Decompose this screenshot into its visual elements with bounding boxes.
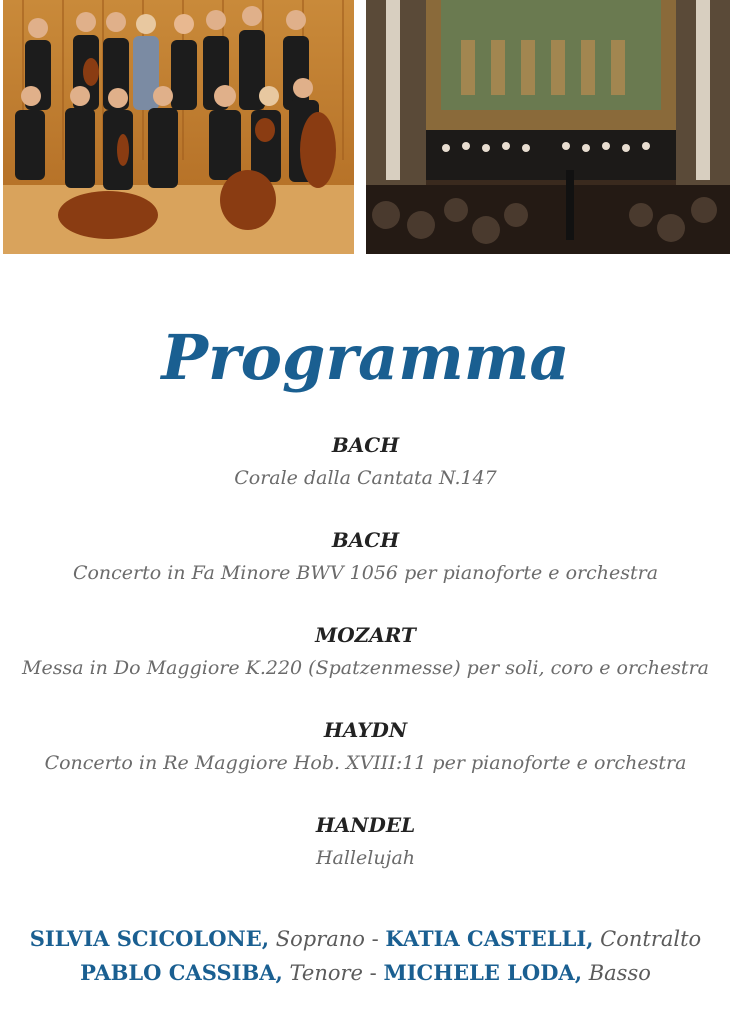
composer-name: BACH: [331, 433, 400, 457]
work-title: Concerto in Re Maggiore Hob. XVIII:11 per pianoforte e orchestra: [44, 752, 687, 774]
orchestra-photo: [3, 0, 354, 254]
work-title: Messa in Do Maggiore K.220 (Spatzenmesse) per soli, coro e orchestra: [22, 657, 709, 679]
soloist-name: KATIA CASTELLI,: [385, 926, 594, 951]
soloist-role: Contralto: [600, 927, 702, 951]
church-concert-photo: [366, 0, 730, 254]
soloist-role: Tenore: [289, 961, 363, 985]
program-item: [0, 620, 731, 715]
composer-name: MOZART: [315, 623, 416, 647]
soloist-name: PABLO CASSIBA,: [80, 960, 283, 985]
header-photos: [0, 0, 731, 255]
work-title: Hallelujah: [315, 847, 416, 869]
program-item: [0, 810, 731, 905]
soloist-role: Soprano: [275, 927, 365, 951]
work-title: Corale dalla Cantata N.147: [234, 467, 497, 489]
soloists-line: [0, 922, 731, 956]
soloist-name: SILVIA SCICOLONE,: [29, 926, 270, 951]
program-item: [0, 430, 731, 525]
separator: -: [371, 927, 379, 951]
program-item: [0, 525, 731, 620]
composer-name: HAYDN: [323, 718, 408, 742]
program-item: [0, 715, 731, 810]
separator: -: [369, 961, 377, 985]
soloists-credits: [0, 922, 731, 990]
composer-name: BACH: [331, 528, 400, 552]
composer-name: HANDEL: [315, 813, 416, 837]
program-title: Programma: [161, 321, 570, 394]
soloists-line: [0, 956, 731, 990]
soloist-name: MICHELE LODA,: [383, 960, 583, 985]
work-title: Concerto in Fa Minore BWV 1056 per pianoforte e orchestra: [72, 562, 659, 584]
program-list: [0, 430, 731, 905]
soloist-role: Basso: [588, 961, 651, 985]
